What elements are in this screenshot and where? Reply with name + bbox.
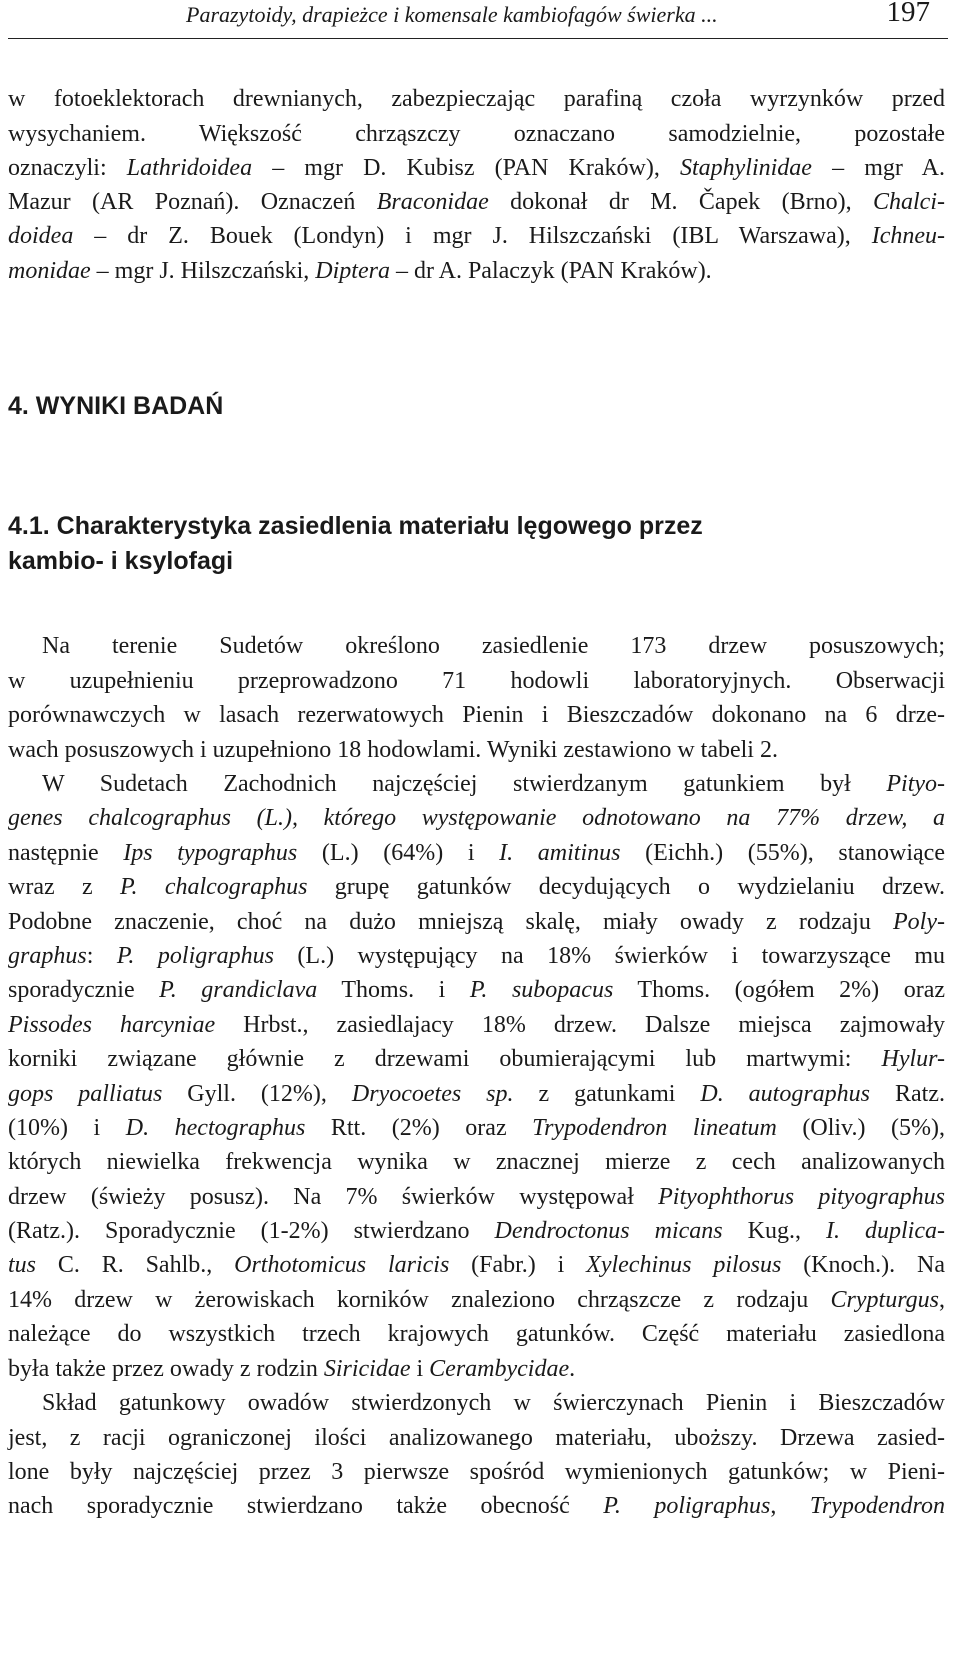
- text-line: w fotoeklektorach drewnianych, zabezpieczając parafiną czoła wyrzynków przed: [8, 86, 945, 112]
- text-line: należące do wszystkich trzech krajowych gatunków. Część materiału zasiedlona: [8, 1321, 945, 1347]
- subsection-heading-line: kambio- i ksylofagi: [8, 547, 234, 575]
- page-number: 197: [886, 0, 930, 28]
- text-line: Skład gatunkowy owadów stwierdzonych w świerczynach Pienin i Bieszczadów: [42, 1390, 945, 1416]
- text-line: genes chalcographus (L.), którego występowanie odnotowano na 77% drzew, a: [8, 805, 945, 831]
- text-line: W Sudetach Zachodnich najczęściej stwierdzanym gatunkiem był Pityo-: [42, 771, 945, 797]
- text-line: drzew (świeży posusz). Na 7% świerków występował Pityophthorus pityographus: [8, 1184, 945, 1210]
- text-line: monidae – mgr J. Hilszczański, Diptera – dr A. Palaczyk (PAN Kraków).: [8, 258, 712, 284]
- text-line: oznaczyli: Lathridoidea – mgr D. Kubisz (PAN Kraków), Staphylinidae – mgr A.: [8, 155, 945, 181]
- section-heading: 4. WYNIKI BADAŃ: [8, 392, 224, 420]
- text-line: była także przez owady z rodzin Siricidae i Cerambycidae.: [8, 1356, 576, 1382]
- text-line: 14% drzew w żerowiskach korników znaleziono chrząszcze z rodzaju Crypturgus,: [8, 1287, 945, 1313]
- running-header: [8, 0, 948, 39]
- text-line: Podobne znaczenie, choć na dużo mniejszą skalę, miały owady z rodzaju Poly-: [8, 909, 945, 935]
- text-line: korniki związane głównie z drzewami obumierającymi lub martwymi: Hylur-: [8, 1046, 945, 1072]
- text-line: porównawczych w lasach rezerwatowych Pienin i Bieszczadów dokonano na 6 drze-: [8, 702, 945, 728]
- text-line: (Ratz.). Sporadycznie (1-2%) stwierdzano Dendroctonus micans Kug., I. duplica-: [8, 1218, 945, 1244]
- text-line: Na terenie Sudetów określono zasiedlenie 173 drzew posuszowych;: [42, 633, 945, 659]
- text-line: których niewielka frekwencja wynika w znacznej mierze z cech analizowanych: [8, 1149, 945, 1175]
- text-line: lone były najczęściej przez 3 pierwsze spośród wymienionych gatunków; w Pieni-: [8, 1459, 945, 1485]
- text-line: wach posuszowych i uzupełniono 18 hodowlami. Wyniki zestawiono w tabeli 2.: [8, 737, 778, 763]
- text-line: wysychaniem. Większość chrząszczy oznaczano samodzielnie, pozostałe: [8, 121, 945, 147]
- text-line: Mazur (AR Poznań). Oznaczeń Braconidae dokonał dr M. Čapek (Brno), Chalci-: [8, 189, 945, 215]
- text-line: wraz z P. chalcographus grupę gatunków decydujących o wydzielaniu drzew.: [8, 874, 946, 900]
- text-line: jest, z racji ograniczonej ilości analizowanego materiału, uboższy. Drzewa zasied-: [8, 1425, 945, 1451]
- subsection-heading-line: 4.1. Charakterystyka zasiedlenia materiału lęgowego przez: [8, 512, 703, 540]
- text-line: gops palliatus Gyll. (12%), Dryocoetes sp. z gatunkami D. autographus Ratz.: [8, 1081, 945, 1107]
- text-line: Pissodes harcyniae Hrbst., zasiedlajacy 18% drzew. Dalsze miejsca zajmowały: [8, 1012, 945, 1038]
- text-line: tus C. R. Sahlb., Orthotomicus laricis (Fabr.) i Xylechinus pilosus (Knoch.). Na: [8, 1252, 945, 1278]
- text-line: doidea – dr Z. Bouek (Londyn) i mgr J. Hilszczański (IBL Warszawa), Ichneu-: [8, 223, 945, 249]
- text-line: w uzupełnieniu przeprowadzono 71 hodowli laboratoryjnych. Obserwacji: [8, 668, 945, 694]
- text-line: graphus: P. poligraphus (L.) występujący na 18% świerków i towarzyszące mu: [8, 943, 946, 969]
- text-line: (10%) i D. hectographus Rtt. (2%) oraz Trypodendron lineatum (Oliv.) (5%),: [8, 1115, 946, 1141]
- running-title: Parazytoidy, drapieżce i komensale kambiofagów świerka ...: [186, 2, 718, 27]
- text-line: nach sporadycznie stwierdzano także obecność P. poligraphus, Trypodendron: [8, 1493, 946, 1519]
- text-line: następnie Ips typographus (L.) (64%) i I. amitinus (Eichh.) (55%), stanowiące: [8, 840, 945, 866]
- text-line: sporadycznie P. grandiclava Thoms. i P. subopacus Thoms. (ogółem 2%) oraz: [8, 977, 946, 1003]
